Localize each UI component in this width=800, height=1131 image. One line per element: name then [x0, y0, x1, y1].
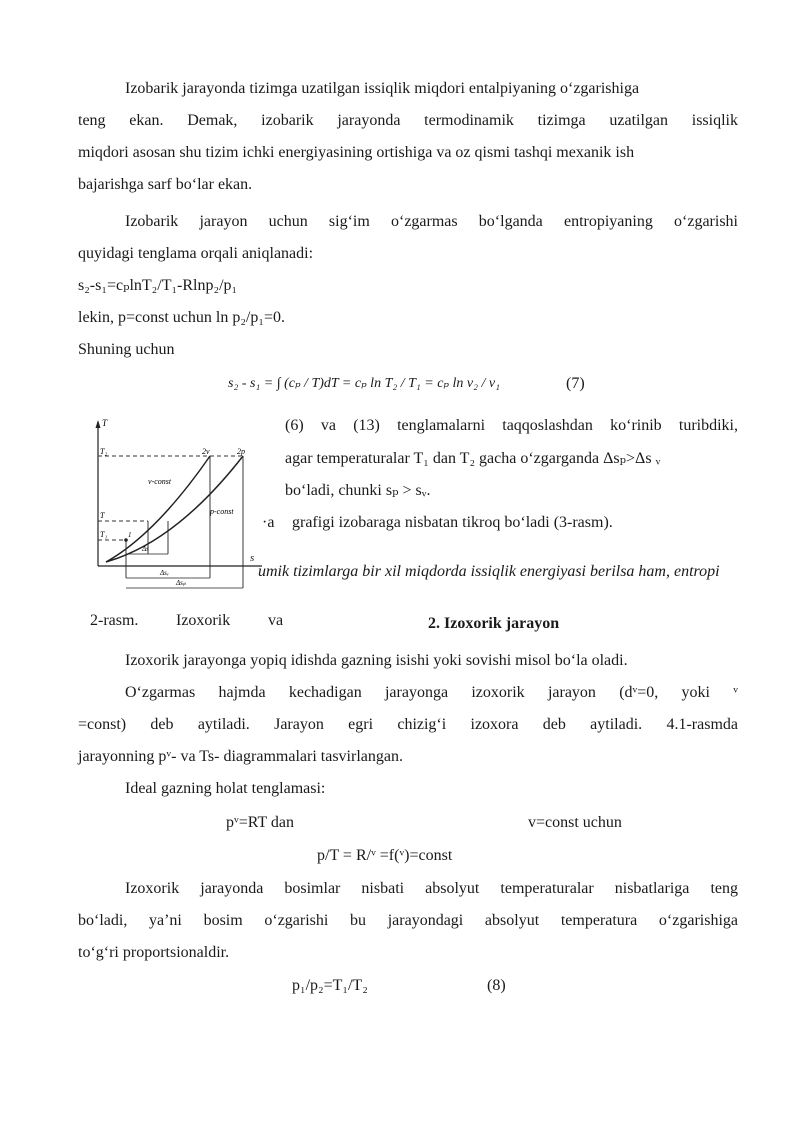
paragraph1-line2: teng ekan. Demak, izobarik jarayonda termodinamik tizimga uzatilgan issiqlik — [78, 112, 738, 129]
label-2v: 2v — [202, 447, 210, 456]
equation-pv: pᵛ=RT dan — [226, 814, 295, 831]
entropy-formula: s₂-s₁=cₚlnT₂/T₁-Rlnp₂/p₁ — [78, 277, 238, 294]
equation-vconst: v=const uchun — [528, 814, 622, 831]
lekin-line: lekin, p=const uchun ln p₂/p₁=0. — [78, 309, 285, 326]
label-p-const: p-const — [210, 507, 234, 516]
label-delta-sv: Δsᵥ — [160, 569, 169, 577]
paragraph1-line1: Izobarik jarayonda tizimga uzatilgan issiqlik miqdori entalpiyaning o‘zgarishiga — [125, 80, 640, 97]
equation-7: s₂ - s₁ = ∫ (cₚ / T)dT = cₚ ln T₂ / T₁ = cₚ ln v₂ / v₁ — [228, 376, 500, 391]
caption-va: va — [268, 612, 284, 629]
axis-t-label: T — [102, 418, 108, 428]
side-text-line5: umik tizimlarga bir xil miqdorda issiqlik energiyasi berilsa ham, entropi — [258, 563, 720, 580]
label-point-1: 1 — [128, 531, 132, 539]
equation-8: p₁/p₂=T₁/T₂ — [292, 977, 368, 994]
caption-2-rasm: 2-rasm. — [90, 612, 139, 629]
shuning-line: Shuning uchun — [78, 341, 175, 358]
paragraph1-line3: miqdori asosan shu tizim ichki energiyasining ortishiga va oz qismi tashqi mexanik ish — [78, 144, 635, 161]
paragraph1-line4: bajarishga sarf bo‘lar ekan. — [78, 176, 253, 193]
paragraph4-line1: O‘zgarmas hajmda kechadigan jarayonga izoxorik jarayon (dᵛ=0, yoki ᵛ — [125, 684, 738, 701]
paragraph5-line1: Izoxorik jarayonda bosimlar nisbati absolyut temperaturalar nisbatlariga teng — [125, 880, 738, 897]
label-t: T — [100, 511, 105, 520]
label-v-const: v-const — [148, 477, 172, 486]
axis-s-label: s — [250, 552, 255, 564]
side-text-line2: agar temperaturalar T₁ dan T₂ gacha o‘zgarganda Δsₚ>Δs ᵥ — [285, 450, 661, 467]
side-text-line4b: grafigi izobaraga nisbatan tikroq bo‘ladi (3-rasm). — [292, 514, 613, 531]
label-delta-s: Δs — [142, 545, 149, 553]
paragraph2-line2: quyidagi tenglama orqali aniqlanadi: — [78, 245, 314, 262]
label-t1: T₁ — [100, 530, 108, 539]
section-heading: 2. Izoxorik jarayon — [428, 615, 560, 632]
paragraph2-line1: Izobarik jarayon uchun sig‘im o‘zgarmas bo‘lganda entropiyaning o‘zgarishi — [125, 213, 738, 230]
label-t2: T₂ — [100, 447, 108, 456]
side-text-line3: bo‘ladi, chunki sₚ > sᵥ. — [285, 482, 431, 499]
equation-8-number: (8) — [487, 977, 506, 994]
paragraph4-line3: jarayonning pᵛ- va Ts- diagrammalari tasvirlangan. — [78, 748, 403, 765]
label-2p: 2p — [237, 447, 245, 456]
ideal-gas-line: Ideal gazning holat tenglamasi: — [125, 780, 326, 797]
paragraph5-line3: to‘g‘ri proportsionaldir. — [78, 944, 230, 961]
paragraph4-line2: =const) deb aytiladi. Jarayon egri chizig‘i izoxora deb aytiladi. 4.1-rasmda — [78, 716, 738, 733]
paragraph3: Izoxorik jarayonga yopiq idishda gazning isishi yoki sovishi misol bo‘la oladi. — [125, 652, 628, 669]
ts-diagram — [86, 416, 266, 596]
equation-7-number: (7) — [566, 375, 585, 392]
caption-izoxorik: Izoxorik — [176, 612, 231, 629]
label-delta-sp: Δsₚ — [176, 579, 186, 587]
side-text-line4a: ·a — [262, 514, 275, 531]
side-text-line1: (6) va (13) tenglamalarni taqqoslashdan ko‘rinib turibdiki, — [285, 417, 738, 434]
paragraph5-line2: bo‘ladi, ya’ni bosim o‘zgarishi bu jarayondagi absolyut temperatura o‘zgarishiga — [78, 912, 738, 929]
equation-pT: p/T = R/ᵛ =f(ᵛ)=const — [317, 847, 453, 864]
